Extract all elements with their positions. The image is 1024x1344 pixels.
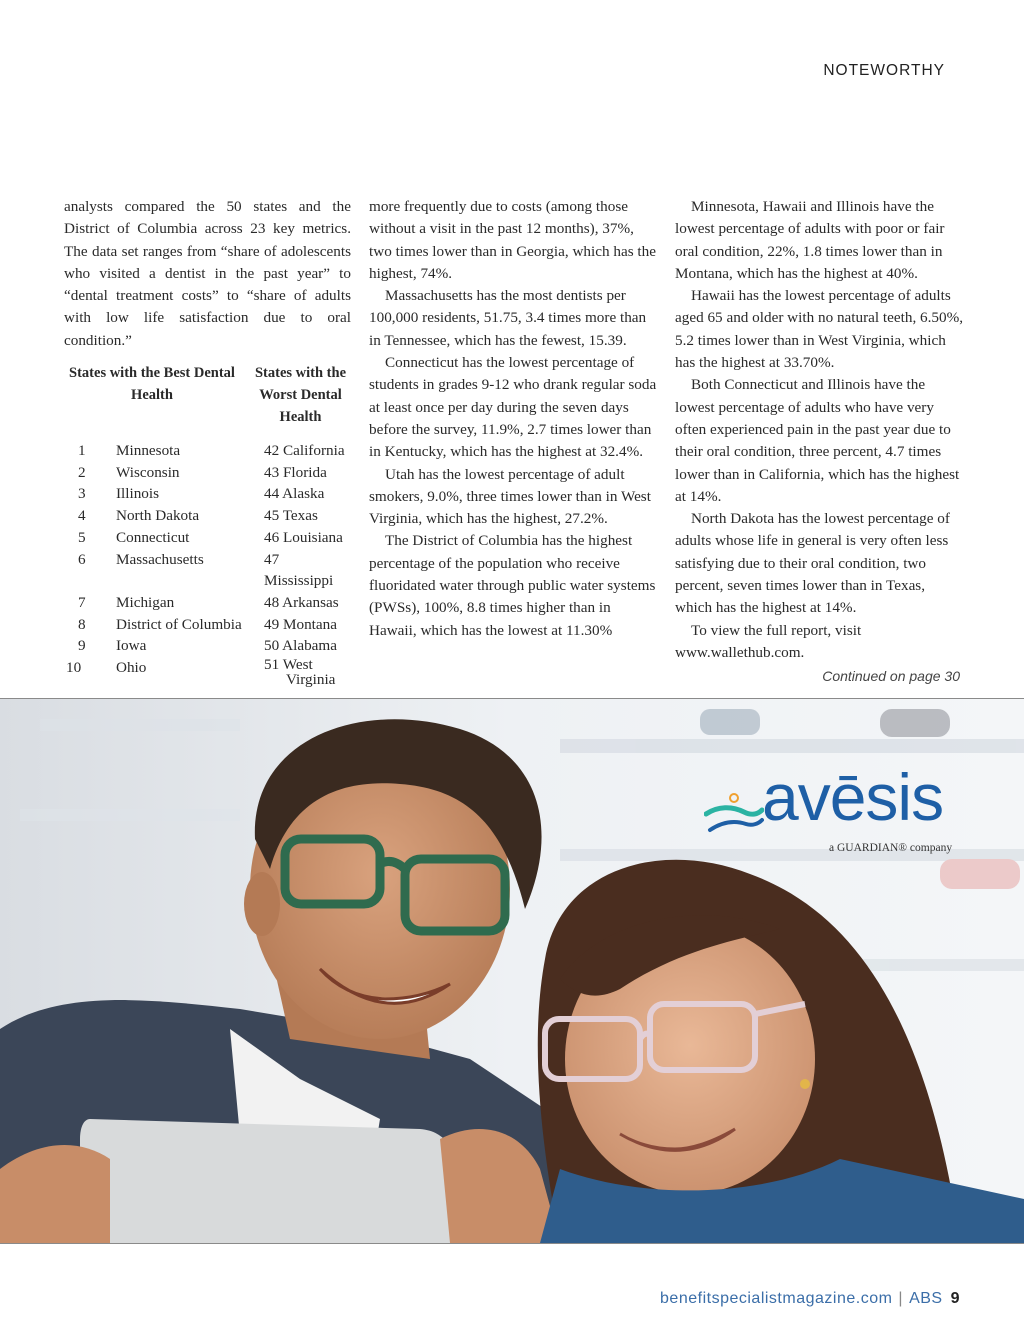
best-state: Ohio [116,659,147,677]
worst-entry: 47 Mississippi [264,550,334,590]
table-row [64,440,351,462]
worst-entry: 46 Louisiana [264,528,343,546]
continued-note: Continued on page 30 [822,668,960,684]
best-state: Massachusetts [116,550,204,568]
best-rank: 7 [78,594,86,611]
table-row [64,592,351,614]
table-row [64,527,351,549]
table-row [64,614,351,636]
avesis-logo: avēsis [762,760,944,834]
best-rank: 10 [66,659,82,677]
article-column-1 [64,196,351,741]
body-paragraph: The District of Columbia has the highest percentage of the population who receive fluoridated water through public water systems (PWSs), 100%, 8.8 times higher than in Hawaii, which has the lowest at 11.30% [369,532,656,639]
worst-entry: 43 Florida [264,463,327,481]
worst-entry: 42 California [264,442,345,460]
worst-entry: 50 Alabama [264,637,337,655]
best-state: Connecticut [116,528,190,546]
body-paragraph: Utah has the lowest percentage of adult smokers, 9.0%, three times lower than in West Virginia, which has the highest, 27.2%. [369,465,651,528]
best-header: States with the Best Dental Health [69,365,235,404]
table-row [64,549,351,592]
section-label: NOTEWORTHY [823,62,945,79]
best-rank: 5 [78,528,86,546]
best-rank: 3 [78,485,86,503]
worst-entry-wrapped [264,657,335,687]
table-row [64,635,351,657]
intro-paragraph: analysts compared the 50 states and the District of Columbia across 23 key metrics. The data set ranges from “share of adolescents who visited a dentist in the past year” to “dental treatment costs” to “share of adults with low life satisfaction due to oral condition.” [64,198,351,349]
table-row [64,462,351,484]
best-rank: 4 [78,507,86,525]
page-footer [660,1290,960,1308]
worst-entry: 49 Montana [264,615,337,633]
footer-publication: ABS [909,1290,943,1307]
worst-entry-line1: 51 West [264,656,313,674]
best-state: Illinois [116,485,160,503]
body-paragraph: Massachusetts has the most dentists per 100,000 residents, 51.75, 3.4 times more than in Tennessee, which has the fewest, 15.39. [369,287,647,349]
avesis-swoosh-icon [704,790,764,836]
body-paragraph: Connecticut has the lowest percentage of students in grades 9-12 who drank regular soda at least once per day during the seven days before the survey, 11.9%, 2.7 times lower than in Kentucky, which has the highest at 32.4%. [369,354,657,461]
rankings-table [64,362,351,691]
best-rank: 2 [78,463,86,481]
logo-tagline: a GUARDIAN® company [829,842,953,854]
article-column-3 [675,196,965,664]
body-paragraph: Hawaii has the lowest percentage of adults aged 65 and older with no natural teeth, 6.50%, 5.2 times lower than in West Virginia, which has the highest at 33.70%. [675,287,964,372]
body-paragraph: Minnesota, Hawaii and Illinois have the lowest percentage of adults with poor or fair oral condition, 22%, 1.8 times lower than in Montana, which has the highest at 40%. [675,198,945,282]
best-rank: 1 [78,442,86,460]
table-row [64,483,351,505]
footer-site: benefitspecialistmagazine.com [660,1290,893,1307]
best-state: Minnesota [116,442,181,460]
table-row [64,505,351,527]
worst-entry: 48 Arkansas [264,594,339,611]
best-state: Michigan [116,594,175,611]
best-state: Wisconsin [116,463,180,481]
best-state: North Dakota [116,507,200,525]
footer-separator: | [898,1290,904,1307]
body-paragraph: To view the full report, visit www.wallethub.com. [675,621,862,661]
body-paragraph: North Dakota has the lowest percentage of adults whose life in general is very often less satisfying due to their oral condition, two percent, seven times lower than in Texas, which has the highest at 14%. [675,510,950,617]
best-state: Iowa [116,637,147,655]
worst-entry: 44 Alaska [264,485,325,503]
worst-entry-last [250,657,351,691]
best-rank: 8 [78,615,86,633]
table-row [64,657,351,691]
best-rank: 9 [78,637,86,655]
best-rank: 6 [78,550,86,568]
body-paragraph: more frequently due to costs (among those without a visit in the past 12 months), 37%, two times lower than in Georgia, which has the highest, 74%. [369,198,656,282]
body-paragraph: Both Connecticut and Illinois have the lowest percentage of adults who have very often experienced pain in the past year due to their oral condition, three percent, 4.7 times lower than in California, which has the highest at 14%. [675,376,960,505]
worst-header: States with the Worst Dental Health [254,365,347,426]
best-state: District of Columbia [116,615,242,633]
worst-entry-line2: Virginia [286,671,336,689]
page-number: 9 [950,1290,960,1307]
article-column-2 [369,196,659,642]
worst-entry: 45 Texas [264,507,318,525]
